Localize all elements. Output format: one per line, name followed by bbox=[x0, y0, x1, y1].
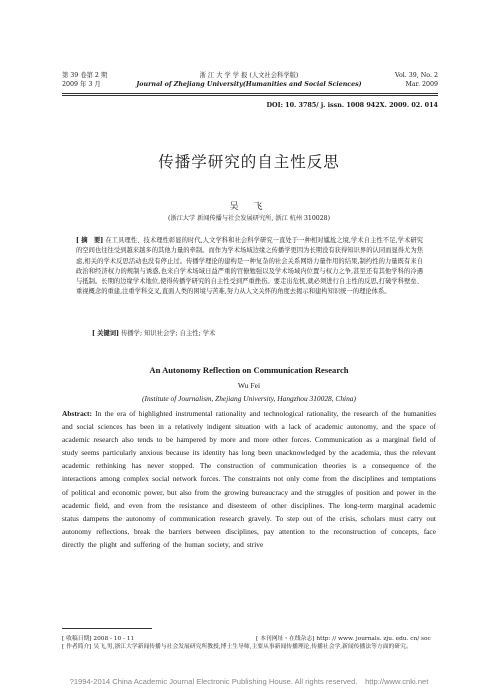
header-journal-en: Journal of Zhejiang University(Humanities and Social Sciences) bbox=[136, 80, 362, 88]
affiliation-cn: (浙江大学 新闻传播与社会发展研究所, 浙江 杭州 310028) bbox=[167, 215, 331, 222]
article-title-cn: 传播学研究的自主性反思 bbox=[158, 153, 340, 171]
abstract-cn bbox=[76, 236, 423, 298]
abstract-text-cn: 在工具理性、技术理性彰显的时代,人文学科和社会科学研究一直处于一种相对尴尬之境,学术自主性不足,学术研究的空间也往往受到越来越多的其他力量的牵制。而作为学术场域边缘之传播学更因为长期没有获得知识界的认同而显得尤为焦虑,相关的学术反思活动也没有停止过。传播学理论的建构是一种复杂的社会关系网络力量作用的结果,制约性的力量既有来自政治和经济权力的规制与诱惑,也来自学术场域日益严重的官僚勉强以及学术场域内位置与权力之争,甚至还有其他学科的冷遇与抵制。长期的边缘学术地位,使得传播学研究的自主性受到严重挫伤。要走出危机,就必须进行自主性的反思,打破学科壁垒、重视概念的重建,注重学科交叉,直面人类的困境与苦难,努力从人文关怀的角度去揭示和建构知识统一的理论体系。 bbox=[76, 237, 423, 296]
header-volume-en: Vol. 39, No. 2 bbox=[395, 72, 438, 79]
header-volume-cn: 第 39 卷第 2 期 bbox=[62, 72, 108, 79]
author-en: Wu Fei bbox=[237, 381, 261, 390]
footnote-received: [ 收稿日期] 2008 - 10 - 11 bbox=[62, 636, 135, 642]
abstract-en bbox=[62, 407, 436, 551]
header-rule-bottom bbox=[62, 95, 438, 96]
affiliation-en: (Institute of Journalism, Zhejiang University, Hangzhou 310028, China) bbox=[142, 394, 356, 403]
footnote-online: [ 本刊网址・在线杂志] http: // www. journals. zju. edu. cn/ soc bbox=[256, 636, 431, 642]
abstract-label-en: Abstract: bbox=[62, 409, 92, 418]
author-cn: 吴 飞 bbox=[229, 202, 269, 212]
footnote-author-info: [ 作者简介] 吴飞,男,浙江大学新闻传播与社会发展研究所教授,博士生导师,主要从事新闻传播理论,传播社会学,新闻传播法等方面的研究。 bbox=[62, 644, 412, 650]
header-journal-cn: 浙 江 大 学 学 报 (人文社会科学版) bbox=[199, 72, 299, 79]
keywords-cn bbox=[92, 328, 215, 337]
abstract-text-en: In the era of highlighted instrumental rationality and technological rationality, the research of the humanities and social sciences has been in a relatively indigent situation with a lack of academic autonomy, and the space of academic research also tends to be hampered by more and more other forces. Communication as a marginal field of study seems particularly anxious because its identity has long been unacknowledged by the academia, thus the relevant academic rethinking has never stopped. The construction of communication theories is a consequence of the interactions among complex social network forces. The constraints not only come from the disciplines and temptations of political and economic power, but also from the growing bureaucracy and the struggles of position and power in the academic field, and even from the resistance and disesteem of other disciplines. The long-term marginal academic status dampens the autonomy of communication research gravely. To step out of the crisis, scholars must carry out autonomy reflections, break the barriers between disciplines, pay attention to the reconstruction of concepts, face directly the plight and suffering of the human society, and strive bbox=[62, 409, 436, 549]
article-title-en: An Autonomy Reflection on Communication Research bbox=[149, 365, 349, 375]
keywords-text-cn: 传播学; 知识社会学; 自主性; 学术 bbox=[121, 330, 216, 337]
abstract-label-cn: [ 摘 要] bbox=[76, 237, 104, 244]
header-date-cn: 2009 年 3 月 bbox=[62, 80, 101, 88]
keywords-label-cn: [ 关键词] bbox=[92, 330, 120, 337]
header-rule-top bbox=[62, 93, 438, 94]
header-issue-en bbox=[395, 72, 438, 89]
doi: DOI: 10. 3785/ j. issn. 1008 942X. 2009. 02. 014 bbox=[266, 101, 438, 109]
copyright-notice: ?1994-2014 China Academic Journal Electronic Publishing House. All rights reserved. http://www.cnki.net bbox=[69, 677, 429, 686]
header-date-en: Mar. 2009 bbox=[405, 80, 438, 88]
footnote-rule bbox=[62, 628, 152, 629]
